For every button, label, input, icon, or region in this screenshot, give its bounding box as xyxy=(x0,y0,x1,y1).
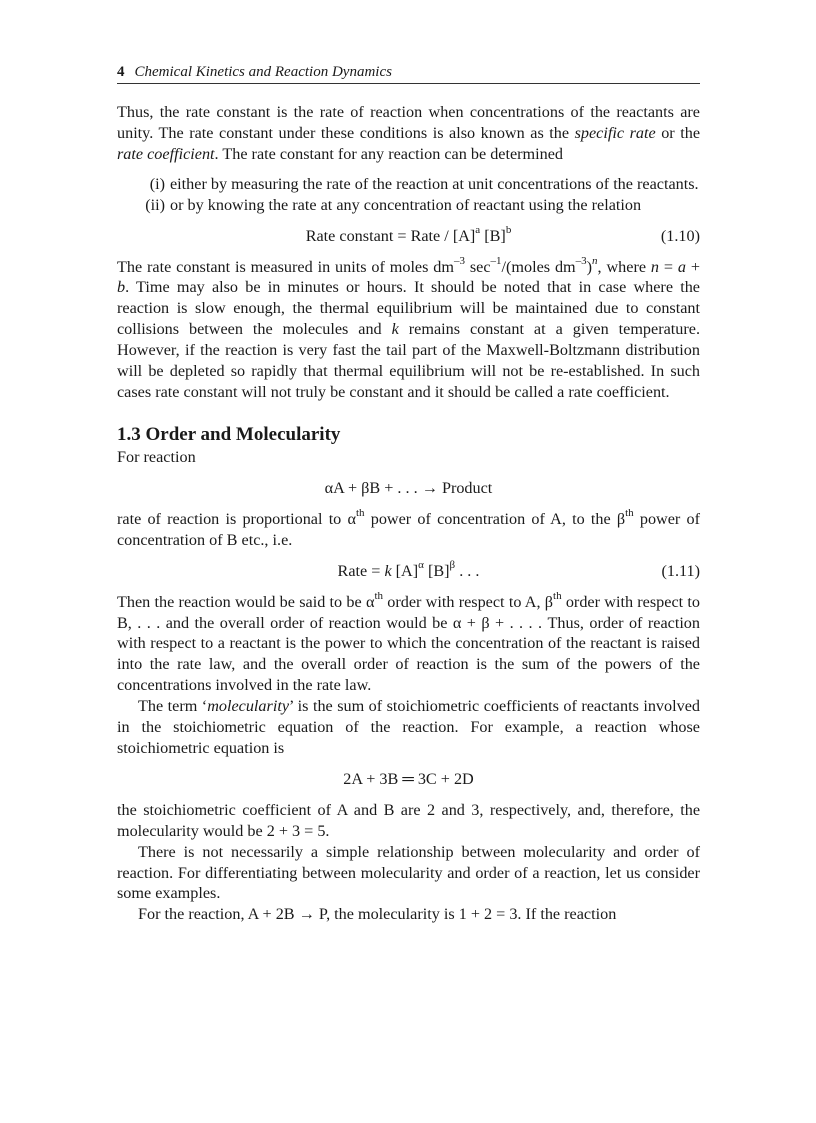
paragraph-rate-constant: Thus, the rate constant is the rate of reaction when concentrations of the reactants are unity. The rate constant under these conditions is also known as the specific rate or the rate coefficient. The rate constant for any reaction can be determined xyxy=(117,103,701,163)
paragraph-example: For the reaction, A + 2B → P, the molecularity is 1 + 2 = 3. If the reaction xyxy=(138,905,617,924)
term-specific-rate: specific rate xyxy=(574,123,656,142)
determination-list xyxy=(117,174,700,216)
list-item-text: either by measuring the rate of the reaction at unit concentrations of the reactants. xyxy=(170,174,699,193)
term-rate-coefficient: rate coefficient xyxy=(117,144,215,163)
list-item xyxy=(117,174,700,195)
list-item-number: (i) xyxy=(149,174,165,193)
page-number: 4 xyxy=(117,64,125,80)
equation-body: Rate = k $[A]^\alpha$ $[B]^\beta$ . . . xyxy=(337,559,480,580)
equation-body: αA + βB + . . . → Product xyxy=(324,478,493,497)
list-item xyxy=(117,195,700,216)
paragraph-order: Then the reaction would be said to be $\alpha^{th}$ order with respect to A, $\beta^{th}$ order with respect to B, . . . and the overall order of reaction would be α + β + . . . . Thus, order of reaction with respect to a reactant is the power to which the concentration of the reactant is raised into the rate law, and the overall order of reaction is the sum of the powers of the concentrations involved in the rate law. xyxy=(117,590,700,695)
paragraph-coefficients: the stoichiometric coefficient of A and B are 2 and 3, respectively, and, therefore, the molecularity would be 2 + 3 = 5. xyxy=(117,800,700,840)
equation-number: (1.10) xyxy=(660,226,700,245)
equation-reaction xyxy=(117,478,700,499)
paragraph-units: The rate constant is measured in units of moles $dm^{-3}$ $\sec^{-1}/(moles$ $dm^{-3})^n$, where n = a + b. Time may also be in minutes or hours. It should be noted that in case where the reaction is slow enough, the thermal equilibrium will be maintained due to constant collisions between the molecules and k remains constant at a given temperature. However, if the reaction is very fast the tail part of the Maxwell-Boltzmann distribution will be depleted so rapidly that thermal equilibrium will not be re-established. In such cases rate constant will not truly be constant and it should be called a rate coefficient. xyxy=(117,255,701,401)
list-item-text: or by knowing the rate at any concentration of reactant using the relation xyxy=(170,195,642,214)
book-page xyxy=(117,62,700,925)
equation-stoichiometric xyxy=(117,769,700,790)
paragraph-molecularity: The term ‘molecularity’ is the sum of stoichiometric coefficients of reactants involved in the stoichiometric equation of the reaction. For example, a reaction whose stoichiometric equation is xyxy=(117,697,700,757)
term-molecularity: molecularity xyxy=(207,697,290,716)
paragraph-relationship: There is not necessarily a simple relationship between molecularity and order of reaction. For differentiating between molecularity and order of a reaction, let us consider some examples. xyxy=(117,842,700,903)
paragraph-proportional: rate of reaction is proportional to $\alpha^{th}$ power of concentration of A, to the $\beta^{th}$ power of concentration of B etc., i.e. xyxy=(117,507,700,549)
equation-1-11 xyxy=(117,561,700,582)
equation-body: 2A + 3B ═ 3C + 2D xyxy=(343,769,474,788)
section-intro: For reaction xyxy=(117,447,196,466)
running-head xyxy=(117,62,700,82)
equation-1-10 xyxy=(117,226,700,247)
equation-number: (1.11) xyxy=(661,561,700,580)
book-title: Chemical Kinetics and Reaction Dynamics xyxy=(134,64,392,80)
equation-body: Rate constant = Rate / $[A]^a$ $[B]^b$ xyxy=(305,224,512,245)
list-item-number: (ii) xyxy=(145,195,165,214)
section-heading: 1.3 Order and Molecularity xyxy=(117,423,341,445)
header-rule xyxy=(117,83,700,84)
